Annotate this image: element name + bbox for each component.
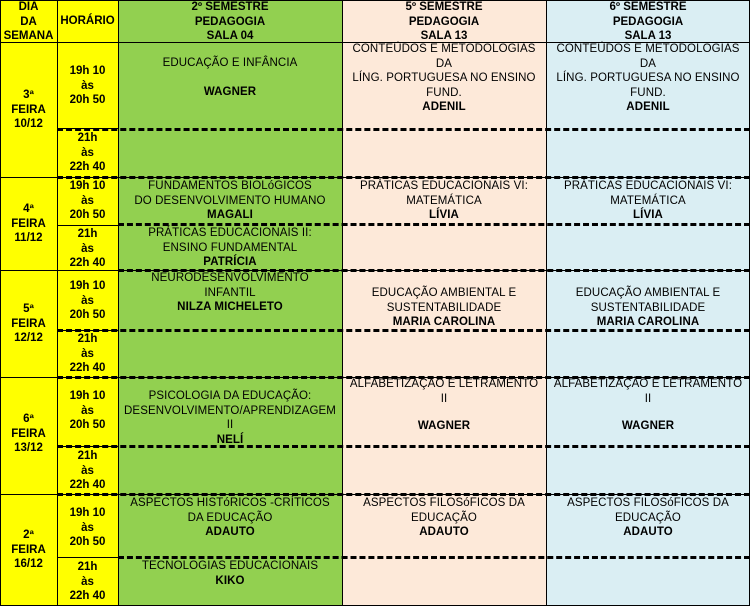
class-cell: EDUCAÇÃO E INFÂNCIA WAGNER — [162, 57, 298, 98]
time-slot-2: 21h às 22h 40 — [69, 228, 106, 269]
time-slot-2: 21h às 22h 40 — [69, 450, 106, 491]
class-cell: ASPECTOS FILOSóFICOS DA EDUCAÇÃO ADAUTO — [363, 497, 525, 538]
header-semester-2: 2º SEMESTRE PEDAGOGIA SALA 04 — [191, 1, 269, 42]
time-slot-1: 19h 10 às 20h 50 — [69, 180, 106, 221]
time-slot-1: 19h 10 às 20h 50 — [69, 280, 106, 321]
class-cell: NEURODESENVOLVIMENTO INFANTIL NILZA MICHELETO — [151, 272, 309, 313]
class-cell: FUNDAMENTOS BIOLóGICOS DO DESENVOLVIMENTO HUMANO MAGALI — [134, 180, 326, 221]
session-divider — [57, 128, 750, 131]
header-semester-5: 5º SEMESTRE PEDAGOGIA SALA 13 — [405, 1, 483, 42]
day-label: 6ª FEIRA 13/12 — [11, 413, 46, 454]
class-cell: ASPECTOS HISTóRICOS -CRÍTICOS DA EDUCAÇÃO ADAUTO — [130, 497, 330, 538]
day-label: 2ª FEIRA 16/12 — [11, 529, 46, 570]
class-cell: CONTEÚDOS E METODOLOGIAS DA LÍNG. PORTUGUESA NO ENSINO FUND. ADENIL — [556, 43, 740, 113]
class-cell: CONTEÚDOS E METODOLOGIAS DA LÍNG. PORTUGUESA NO ENSINO FUND. ADENIL — [352, 43, 536, 113]
class-cell: EDUCAÇÃO AMBIENTAL E SUSTENTABILIDADE MARIA CAROLINA — [575, 287, 721, 328]
class-cell: EDUCAÇÃO AMBIENTAL E SUSTENTABILIDADE MARIA CAROLINA — [371, 287, 517, 328]
class-cell: ASPECTOS FILOSóFICOS DA EDUCAÇÃO ADAUTO — [567, 497, 729, 538]
time-slot-2: 21h às 22h 40 — [69, 132, 106, 173]
header-day: DIA DA SEMANA — [3, 1, 54, 42]
time-slot-1: 19h 10 às 20h 50 — [69, 390, 106, 431]
class-cell: PSICOLOGIA DA EDUCAÇÃO: DESENVOLVIMENTO/APRENDIZAGEM II NELÍ — [124, 390, 336, 446]
class-cell: PRÁTICAS EDUCACIONAIS VI: MATEMÁTICA LÍVIA — [359, 180, 528, 221]
day-label: 5ª FEIRA 12/12 — [11, 303, 46, 344]
time-slot-2: 21h às 22h 40 — [69, 333, 106, 374]
time-slot-2: 21h às 22h 40 — [69, 561, 106, 602]
class-cell: PRÁTICAS EDUCACIONAIS II: ENSINO FUNDAMENTAL PATRÍCIA — [148, 227, 312, 268]
class-cell: TECNOLOGIAS EDUCACIONAIS KIKO — [141, 560, 319, 587]
class-cell: ALFABETIZAÇÃO E LETRAMENTO II WAGNER — [349, 378, 539, 432]
class-cell: PRÁTICAS EDUCACIONAIS VI: MATEMÁTICA LÍVIA — [563, 180, 732, 221]
header-time: HORÁRIO — [60, 15, 115, 27]
day-label: 3ª FEIRA 10/12 — [11, 89, 46, 130]
class-cell: ALFABETIZAÇÃO E LETRAMENTO II WAGNER — [553, 378, 743, 432]
header-semester-6: 6º SEMESTRE PEDAGOGIA SALA 13 — [609, 1, 687, 42]
time-slot-1: 19h 10 às 20h 50 — [69, 65, 106, 106]
time-slot-1: 19h 10 às 20h 50 — [69, 507, 106, 548]
day-label: 4ª FEIRA 11/12 — [11, 203, 46, 244]
